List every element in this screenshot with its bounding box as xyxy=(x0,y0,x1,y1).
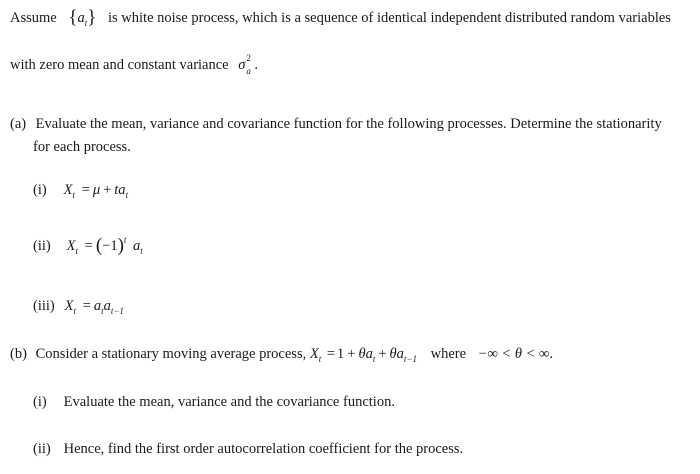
theta-range: −∞ < θ < ∞ xyxy=(477,346,550,362)
sigma-subscript: a xyxy=(246,66,251,76)
white-noise-set xyxy=(68,7,97,28)
a-variable: a xyxy=(365,346,373,362)
part-a-text-line-1: Evaluate the mean, variance and covariance function for the following processes. Determine the stationarity xyxy=(35,116,662,132)
sigma-superscript: 2 xyxy=(246,53,251,63)
equals-sign: = xyxy=(82,298,91,314)
close-paren: ) xyxy=(117,235,124,256)
part-a-item-2 xyxy=(33,237,143,255)
item-label: (ii) xyxy=(33,238,51,254)
power-t: t xyxy=(123,235,127,245)
lhs-subscript: t xyxy=(318,354,322,364)
part-a-item-1 xyxy=(33,181,128,199)
part-b-label: (b) xyxy=(10,346,27,362)
intro-line-2 xyxy=(10,53,259,76)
theta-symbol: θ xyxy=(358,346,366,362)
part-a-text-line-2: for each process. xyxy=(33,139,131,155)
constant-one: 1 xyxy=(337,346,345,362)
part-b-heading xyxy=(10,345,553,363)
intro-description: is white noise process, which is a sequence of identical independent distributed random variables xyxy=(108,10,671,26)
plus-sign: + xyxy=(378,346,387,362)
equation-a-ii xyxy=(66,235,143,256)
part-b-period: . xyxy=(549,346,553,362)
plus-sign: + xyxy=(103,182,112,198)
a-subscript: t xyxy=(372,354,376,364)
t-a-subscript: t xyxy=(125,190,129,200)
set-close-brace: } xyxy=(87,7,97,28)
a-subscript: t xyxy=(101,306,104,316)
plus-sign: + xyxy=(347,346,356,362)
part-a-item-3 xyxy=(33,297,124,315)
where-word: where xyxy=(430,346,467,362)
mu-symbol: μ xyxy=(92,182,101,198)
set-variable-subscript: t xyxy=(84,18,88,28)
item-label: (i) xyxy=(33,394,47,410)
t-a-term: ta xyxy=(114,182,126,198)
part-b-item-2 xyxy=(33,440,463,458)
a-variable: a xyxy=(93,298,102,314)
a-variable: a xyxy=(133,238,141,254)
item-label: (iii) xyxy=(33,298,55,314)
lhs-subscript: t xyxy=(72,190,75,200)
equals-sign: = xyxy=(81,182,90,198)
set-open-brace: { xyxy=(68,7,78,28)
part-b-text: Consider a stationary moving average process, xyxy=(35,346,307,362)
minus-one: −1 xyxy=(102,238,118,254)
lhs-subscript: t xyxy=(73,306,76,316)
equation-a-i xyxy=(64,182,128,198)
sigma-symbol: σ xyxy=(238,57,246,73)
equation-a-iii xyxy=(65,298,124,314)
open-paren: ( xyxy=(95,235,103,256)
a-lag-subscript: t−1 xyxy=(110,306,124,316)
intro-variance-text: with zero mean and constant variance xyxy=(10,57,229,73)
lhs-variable: X xyxy=(309,346,319,362)
theta-symbol: θ xyxy=(389,346,397,362)
a-lag-subscript: t−1 xyxy=(403,354,417,364)
intro-lead: Assume xyxy=(10,10,57,26)
lhs-variable: X xyxy=(66,238,76,254)
variance-symbol xyxy=(238,53,254,76)
lhs-variable: X xyxy=(64,298,74,314)
equals-sign: = xyxy=(326,346,336,362)
set-variable: a xyxy=(77,10,85,26)
item-label: (i) xyxy=(33,182,47,198)
a-lag-variable: a xyxy=(396,346,404,362)
equation-b xyxy=(310,346,421,362)
part-a-text-line-2-row xyxy=(33,138,131,156)
lhs-variable: X xyxy=(63,182,73,198)
equals-sign: = xyxy=(84,238,93,254)
part-b-item-1 xyxy=(33,393,395,411)
part-a-label: (a) xyxy=(10,116,27,132)
a-subscript: t xyxy=(140,246,143,256)
item-text: Hence, find the first order autocorrelation coefficient for the process. xyxy=(63,441,464,457)
a-lag-variable: a xyxy=(103,298,111,314)
intro-period: . xyxy=(254,57,259,73)
item-text: Evaluate the mean, variance and the covariance function. xyxy=(63,394,395,410)
intro-line-1 xyxy=(10,9,671,27)
lhs-subscript: t xyxy=(75,246,78,256)
item-label: (ii) xyxy=(33,441,51,457)
part-a-heading xyxy=(10,115,662,133)
